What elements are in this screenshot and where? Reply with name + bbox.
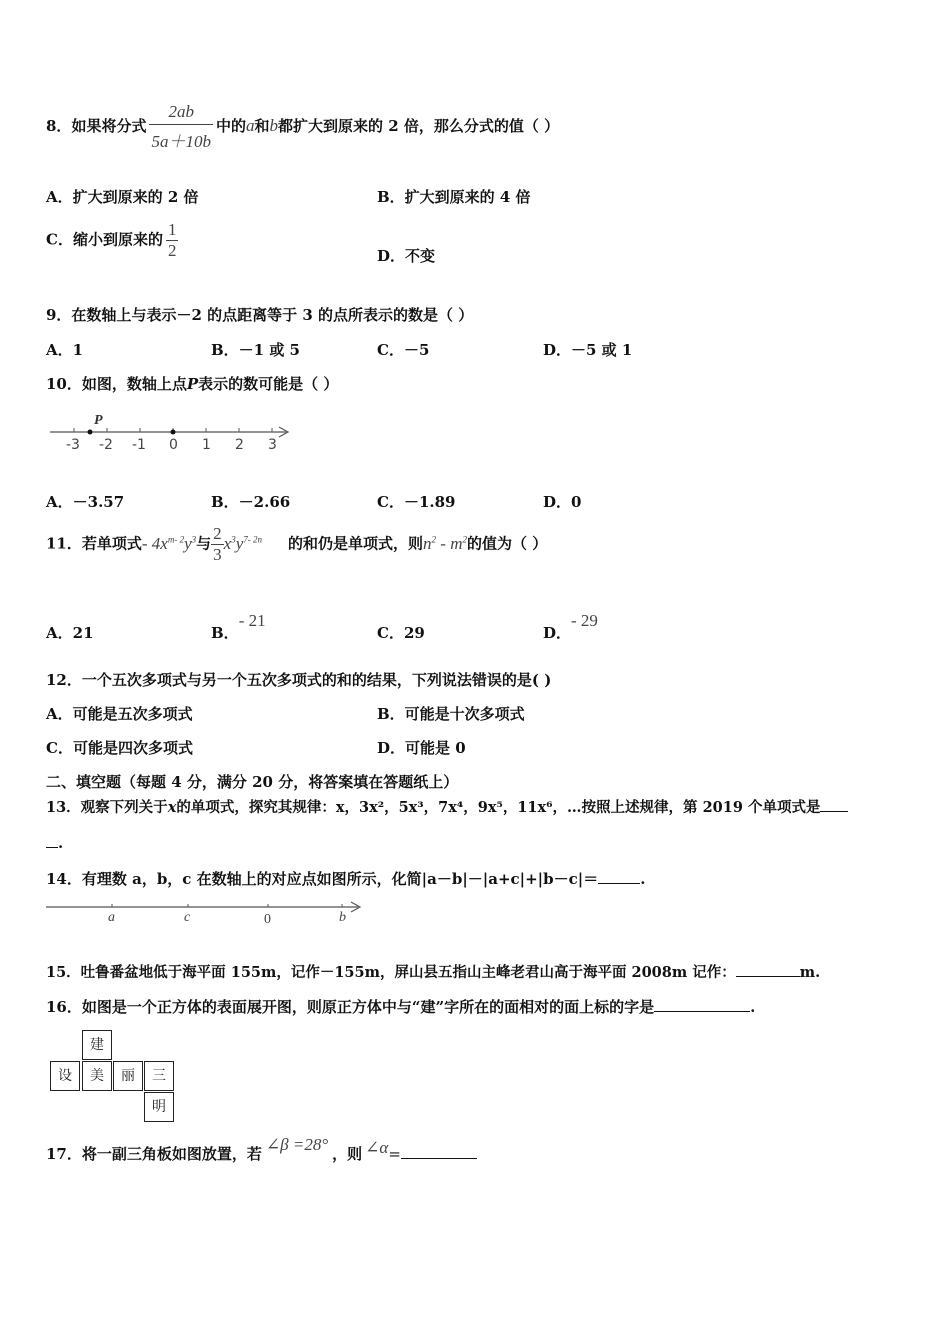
q11-frac-num: 2 bbox=[213, 524, 222, 543]
q10-option-a: A．－3.57 bbox=[46, 493, 125, 511]
q17-alpha-expression: ∠α bbox=[365, 1138, 389, 1157]
q11-stem-pre: 11．若单项式 bbox=[46, 534, 142, 553]
q9-stem: 9．在数轴上与表示－2 的点距离等于 3 的点所表示的数是（ ） bbox=[46, 306, 474, 324]
q10-option-d: D．0 bbox=[543, 493, 582, 511]
q10-var-p: P bbox=[186, 375, 199, 393]
q14-label-b: b bbox=[339, 910, 346, 925]
q11-mono1-y: y bbox=[184, 533, 192, 553]
cube-face-4: 三 bbox=[144, 1061, 174, 1091]
q10-option-c: C．－1.89 bbox=[377, 493, 456, 511]
cube-face-2: 美 bbox=[82, 1061, 112, 1091]
q11-option-d-value: - 29 bbox=[571, 611, 598, 630]
q11-option-c: C．29 bbox=[377, 624, 425, 642]
q11-mono2-y: y bbox=[235, 533, 244, 553]
q11-option-b-value: - 21 bbox=[238, 611, 266, 630]
q8-option-c-num: 1 bbox=[167, 220, 177, 239]
q10-tick-label: 1 bbox=[202, 437, 211, 453]
q17-stem bbox=[46, 1135, 477, 1164]
q17-stem-pre: 17．将一副三角板如图放置，若 bbox=[46, 1145, 262, 1163]
q8-fraction-numerator: 2ab bbox=[149, 102, 213, 125]
q8-var-a: a bbox=[245, 116, 255, 135]
q11-monomial-1 bbox=[142, 534, 196, 553]
q8-var-b: b bbox=[269, 116, 278, 135]
q11-stem-post: 的值为（ ） bbox=[466, 534, 548, 553]
q12-option-a: A．可能是五次多项式 bbox=[46, 705, 193, 723]
q10-tick-label: -2 bbox=[99, 437, 113, 453]
cube-face-1: 设 bbox=[50, 1061, 80, 1091]
q13-sequence: x，3x²，5x³，7x⁴，9x⁵，11x⁶，… bbox=[335, 799, 582, 816]
section-2-heading: 二、填空题（每题 4 分，满分 20 分，将答案填在答题纸上） bbox=[46, 773, 459, 791]
cube-face-3: 丽 bbox=[113, 1061, 143, 1091]
q11-expr-n: n bbox=[423, 533, 432, 553]
q11-expr-minus: - bbox=[436, 533, 451, 553]
q8-stem-mid2: 和 bbox=[254, 117, 270, 135]
q15-answer-blank[interactable] bbox=[736, 962, 800, 978]
q12-stem: 12．一个五次多项式与另一个五次多项式的和的结果，下列说法错误的是( ) bbox=[46, 671, 552, 689]
q14-tail: . bbox=[640, 870, 646, 888]
q16-tail: . bbox=[750, 998, 756, 1016]
q8-option-c-text: C．缩小到原来的 bbox=[46, 230, 163, 249]
q15-stem bbox=[46, 961, 820, 982]
q8-stem-mid1: 中的 bbox=[215, 117, 246, 135]
q17-answer-blank[interactable] bbox=[401, 1143, 477, 1159]
q14-label-a: a bbox=[108, 910, 115, 925]
q12-option-d: D．可能是 0 bbox=[377, 739, 466, 757]
q10-point-label: P bbox=[94, 413, 103, 428]
q12-option-b: B．可能是十次多项式 bbox=[377, 705, 525, 723]
q16-stem bbox=[46, 996, 755, 1017]
q14-label-c: c bbox=[184, 910, 191, 925]
q10-stem-pre: 10．如图，数轴上点 bbox=[46, 375, 187, 393]
q11-expr-n-exp: 2 bbox=[431, 533, 437, 544]
q8-stem-post: 都扩大到原来的 2 倍，那么分式的值（ ） bbox=[277, 117, 560, 135]
q11-mono1-yexp: 3 bbox=[191, 533, 197, 544]
q17-stem-post: = bbox=[388, 1145, 401, 1163]
q13-tail: . bbox=[58, 834, 64, 852]
q13-var-x: x bbox=[167, 799, 177, 816]
q11-stem bbox=[46, 524, 547, 565]
q11-mono2-yexp: 7- 2n bbox=[243, 533, 262, 544]
q13-continuation bbox=[46, 832, 63, 852]
q11-option-b bbox=[211, 611, 266, 643]
q11-option-d bbox=[543, 611, 598, 643]
q9-option-a: A．1 bbox=[46, 341, 84, 359]
q9-option-d: D．－5 或 1 bbox=[543, 341, 633, 359]
q13-stem-mid: 的单项式，探究其规律： bbox=[176, 799, 336, 816]
q8-option-d: D．不变 bbox=[377, 247, 436, 265]
q10-tick-label: 0 bbox=[169, 437, 178, 453]
q11-mono2-xexp: 3 bbox=[231, 533, 236, 544]
q10-number-line bbox=[46, 408, 296, 458]
q10-tick-label: -3 bbox=[66, 437, 80, 453]
q8-fraction bbox=[149, 102, 213, 152]
q11-mono2-x: x bbox=[223, 533, 232, 553]
q13-answer-blank-continued[interactable] bbox=[46, 832, 58, 848]
cube-face-top: 建 bbox=[82, 1030, 112, 1060]
cube-face-bottom: 明 bbox=[144, 1092, 174, 1122]
q9-option-b: B．－1 或 5 bbox=[211, 341, 300, 359]
q10-tick-label: -1 bbox=[132, 437, 146, 453]
q17-stem-mid: ，则 bbox=[332, 1145, 363, 1163]
q14-answer-blank[interactable] bbox=[598, 868, 640, 884]
q8-stem bbox=[46, 102, 559, 152]
q15-tail: m. bbox=[799, 964, 821, 981]
q8-fraction-denominator: 5a＋10b bbox=[151, 132, 211, 151]
q14-stem bbox=[46, 868, 645, 889]
q12-option-c: C．可能是四次多项式 bbox=[46, 739, 193, 757]
q8-option-c-den: 2 bbox=[167, 241, 177, 260]
q11-expr-m: m bbox=[450, 533, 463, 553]
q10-tick-label: 3 bbox=[268, 437, 277, 453]
q11-expr-m-exp: 2 bbox=[462, 533, 467, 544]
q16-answer-blank[interactable] bbox=[654, 996, 750, 1012]
q11-option-d-label: D． bbox=[543, 624, 572, 642]
q10-stem-post: 表示的数可能是（ ） bbox=[198, 375, 339, 393]
q13-stem-pre: 13．观察下列关于 bbox=[46, 799, 168, 816]
q10-option-b: B．－2.66 bbox=[211, 493, 291, 511]
q10-stem bbox=[46, 373, 338, 394]
q8-option-a: A．扩大到原来的 2 倍 bbox=[46, 188, 199, 206]
q14-stem-text: 14．有理数 a，b，c 在数轴上的对应点如图所示，化简|a－b|－|a+c|+|b－c|＝ bbox=[46, 870, 599, 888]
q11-with: 与 bbox=[196, 534, 212, 553]
q14-number-line bbox=[44, 896, 369, 926]
q13-stem bbox=[46, 796, 848, 817]
q11-mono1-coef: - 4x bbox=[141, 533, 168, 553]
q11-monomial-2 bbox=[224, 534, 262, 553]
q11-stem-mid: 的和仍是单项式，则 bbox=[288, 534, 424, 553]
q8-stem-pre: 如果将分式 bbox=[71, 117, 147, 135]
q13-stem-post: 按照上述规律，第 2019 个单项式是 bbox=[581, 799, 821, 816]
q8-option-c bbox=[46, 220, 178, 261]
q11-option-a: A．21 bbox=[46, 624, 94, 642]
q17-beta-expression: ∠β =28° bbox=[265, 1135, 329, 1154]
q11-expression bbox=[423, 534, 467, 553]
q8-number: 8． bbox=[46, 117, 72, 135]
q11-mono1-exp: m- 2 bbox=[167, 533, 185, 544]
q16-cube-net bbox=[50, 1030, 180, 1125]
q9-option-c: C．－5 bbox=[377, 341, 430, 359]
q16-stem-text: 16．如图是一个正方体的表面展开图，则原正方体中与“建”字所在的面相对的面上标的字是 bbox=[46, 998, 655, 1016]
q8-option-c-fraction bbox=[166, 220, 179, 261]
q14-label-zero: 0 bbox=[264, 912, 271, 926]
q11-frac-den: 3 bbox=[213, 545, 222, 564]
q15-stem-text: 15．吐鲁番盆地低于海平面 155m，记作－155m，屏山县五指山主峰老君山高于海平面 2008m 记作： bbox=[46, 964, 736, 981]
q13-answer-blank[interactable] bbox=[820, 797, 848, 813]
q8-option-b: B．扩大到原来的 4 倍 bbox=[377, 188, 531, 206]
q11-option-b-label: B． bbox=[211, 624, 239, 642]
q11-fraction bbox=[211, 524, 224, 565]
q10-tick-label: 2 bbox=[235, 437, 244, 453]
